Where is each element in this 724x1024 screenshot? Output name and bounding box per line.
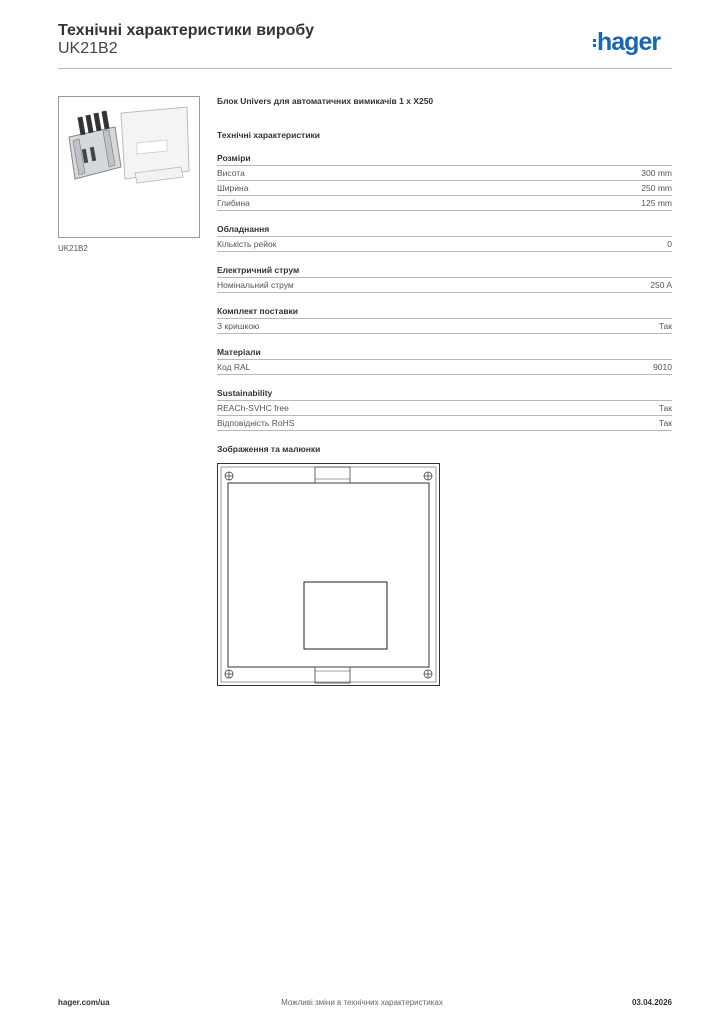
spec-label: REACh-SVHC free [217,403,289,413]
dimension-drawing [217,463,441,687]
spec-value: 9010 [653,362,672,372]
spec-section [217,306,672,334]
section-title: Електричний струм [217,265,672,278]
spec-value: Так [658,403,672,413]
drawings-title: Зображення та малюнки [217,444,321,454]
technical-drawing [217,463,441,692]
spec-row [217,181,672,196]
spec-panel [217,96,672,431]
spec-label: З кришкою [217,321,260,331]
spec-row [217,401,672,416]
spec-label: Глибина [217,198,250,208]
logo-text: hager [597,28,661,56]
spec-label: Кількість рейок [217,239,277,249]
page-title: Технічні характеристики виробу [58,22,314,39]
product-photo [58,96,200,238]
spec-label: Код RAL [217,362,251,372]
spec-label: Ширина [217,183,249,193]
spec-row [217,416,672,431]
spec-value: 300 mm [641,168,672,178]
spec-row [217,196,672,211]
spec-value: 250 mm [641,183,672,193]
spec-value: 250 A [650,280,672,290]
spec-section [217,347,672,375]
spec-value: Так [658,418,672,428]
spec-label: Відповідність RoHS [217,418,295,428]
spec-sections [217,153,672,431]
spec-label: Номінальний струм [217,280,294,290]
footer-website[interactable]: hager.com/ua [58,998,110,1007]
spec-section [217,388,672,431]
spec-value: 0 [667,239,672,249]
spec-section [217,265,672,293]
section-title: Комплект поставки [217,306,672,319]
footer-disclaimer: Можливі зміни в технічних характеристиках [281,998,443,1007]
spec-row [217,360,672,375]
spec-row [217,319,672,334]
section-title: Обладнання [217,224,672,237]
tech-specs-title: Технічні характеристики [217,130,320,140]
spec-row [217,237,672,252]
header-divider [58,68,672,69]
footer-date: 03.04.2026 [631,998,672,1007]
hager-logo [593,28,660,57]
spec-section [217,224,672,252]
spec-row [217,278,672,293]
spec-label: Висота [217,168,245,178]
section-title: Sustainability [217,388,672,401]
logo-dots-icon [593,37,596,49]
spec-value: Так [658,321,672,331]
product-photo-illustration [59,97,199,237]
photo-caption: UK21B2 [58,244,88,253]
spec-section [217,153,672,211]
spec-value: 125 mm [641,198,672,208]
spec-row [217,166,672,181]
product-name: Блок Univers для автоматичних вимикачів 1 x X250 [217,96,434,106]
section-title: Матеріали [217,347,672,360]
product-code: UK21B2 [58,40,118,57]
section-title: Розміри [217,153,672,166]
